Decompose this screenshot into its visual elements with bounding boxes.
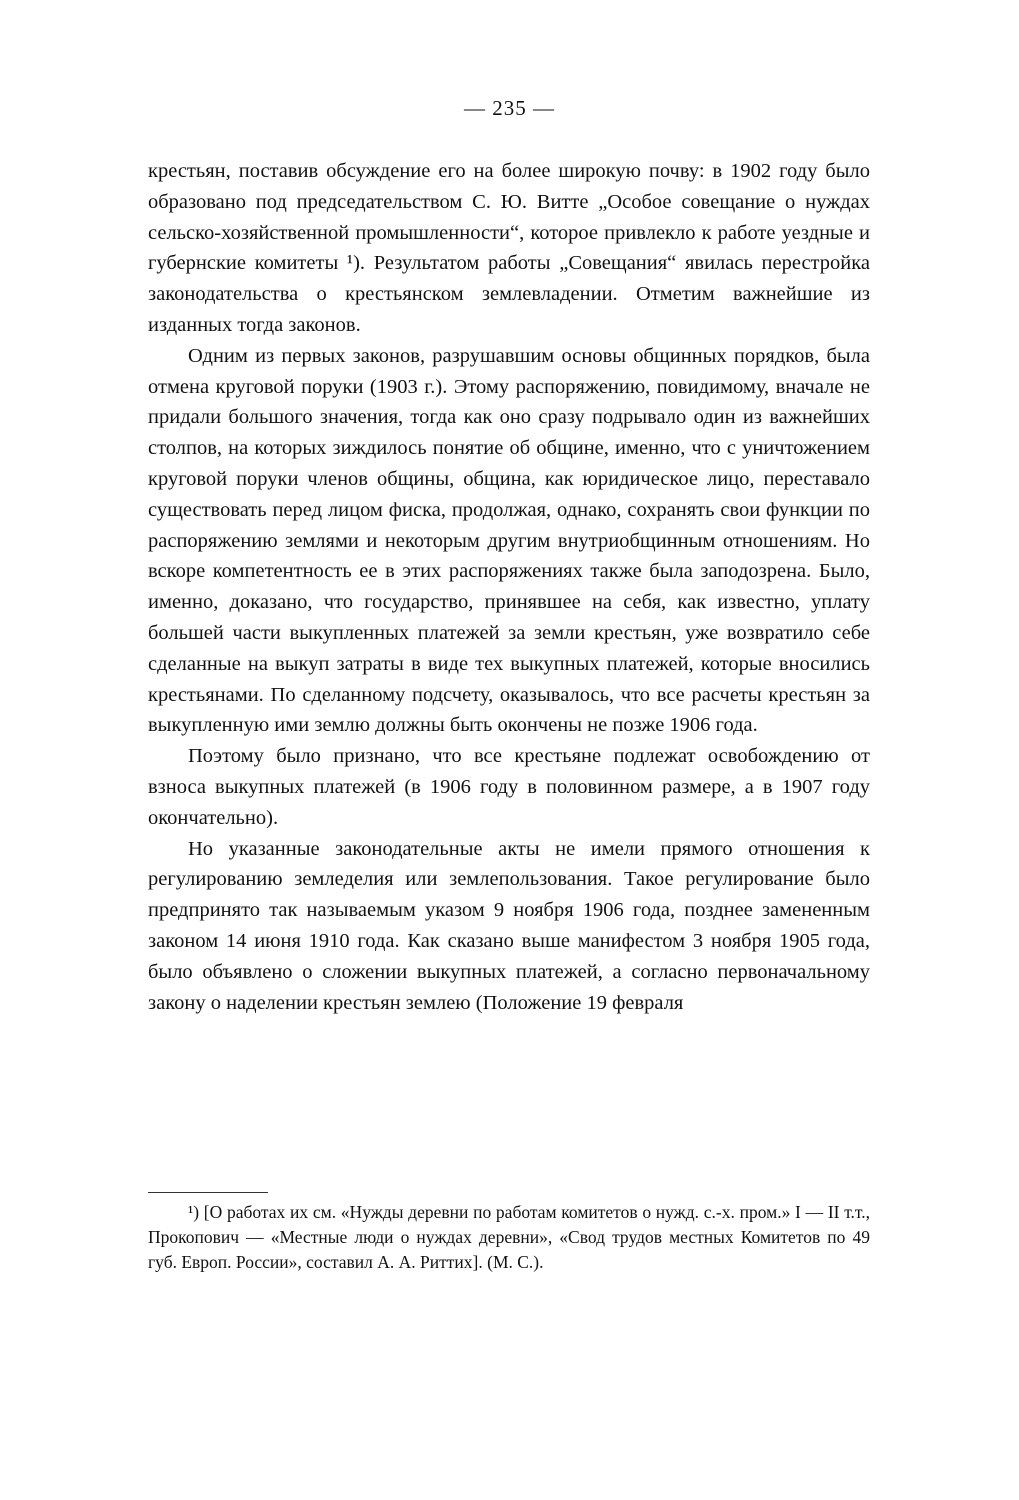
paragraph-1: крестьян, поставив обсуждение его на более широкую почву: в 1902 году было образовано под председательством С. Ю. Витте „Особое совещание о нуждах сельско-хозяйственной промышленности“, которое привлекло к работе уездные и губернские комитеты ¹). Результатом работы „Совещания“ явилась перестройка законодательства о крестьянском землевладении. Отметим важнейшие из изданных тогда законов. — [148, 160, 870, 336]
footnote-1: ¹) [О работах их см. «Нужды деревни по работам комитетов о нужд. с.-х. пром.» I — II т.т., Прокопович — «Местные люди о нуждах деревни», «Свод трудов местных Комитетов по 49 губ. Европ. России», составил А. А. Риттих]. (М. С.). — [148, 1202, 870, 1272]
footnotes — [148, 1200, 870, 1275]
paragraph-4: Но указанные законодательные акты не имели прямого отношения к регулированию земледелия или землепользования. Такое регулирование было предпринято так называемым указом 9 ноября 1906 года, позднее замененным законом 14 июня 1910 года. Как сказано выше манифестом 3 ноября 1905 года, было объявлено о сложении выкупных платежей, а согласно первоначальному закону о наделении крестьян землею (Положение 19 февраля — [148, 837, 870, 1014]
page-number: — 235 — — [464, 96, 555, 120]
paragraph-2: Одним из первых законов, разрушавшим основы общинных порядков, была отмена круговой поруки (1903 г.). Этому распоряжению, повидимому, вначале не придали большого значения, тогда как оно сразу подрывало один из важнейших столпов, на которых зиждилось понятие об общине, именно, что с уничтожением круговой поруки членов общины, община, как юридическое лицо, переставало существовать перед лицом фиска, продолжая, однако, сохранять свои функции по распоряжению землями и некоторым другим внутриобщинным отношениям. Но вскоре компетентность ее в этих распоряжениях также была заподозрена. Было, именно, доказано, что государство, принявшее на себя, как известно, уплату большей части выкупленных платежей за земли крестьян, уже возвратило себе сделанные на выкуп затраты в виде тех выкупных платежей, которые вносились крестьянами. По сделанному подсчету, оказывалось, что все расчеты крестьян за выкупленную ими землю должны быть окончены не позже 1906 года. — [148, 344, 870, 737]
body-text — [148, 156, 870, 1018]
paragraph-3: Поэтому было признано, что все крестьяне подлежат освобождению от взноса выкупных платежей (в 1906 году в половинном размере, а в 1907 году окончательно). — [148, 745, 870, 829]
footnote-divider — [148, 1192, 268, 1193]
